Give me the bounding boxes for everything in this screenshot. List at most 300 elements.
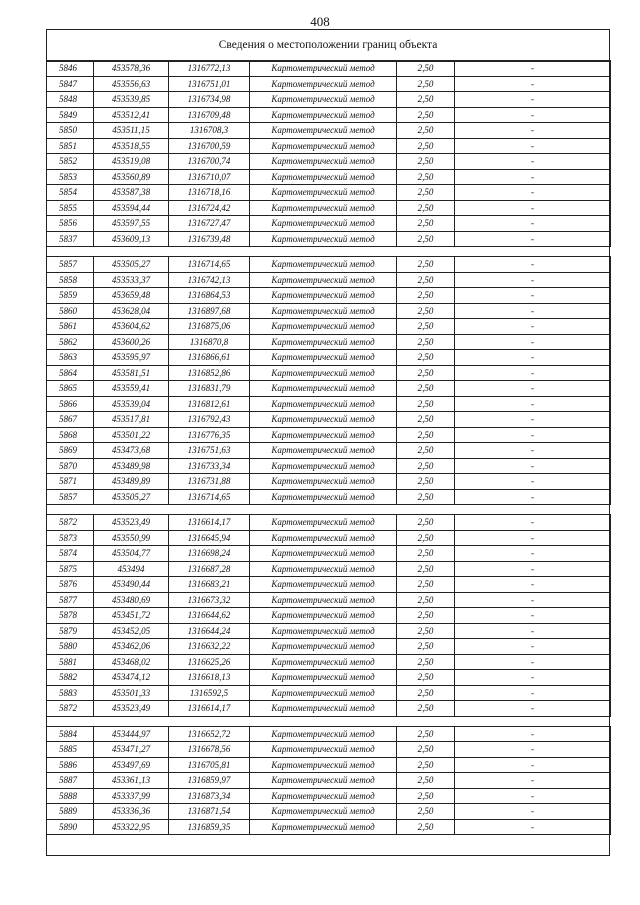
coord-x-cell: 453501,22 — [94, 427, 169, 443]
description-cell: - — [455, 412, 611, 428]
coord-y-cell: 1316708,3 — [169, 123, 250, 139]
description-cell: - — [455, 443, 611, 459]
method-cell: Картометрический метод — [250, 458, 397, 474]
method-cell: Картометрический метод — [250, 577, 397, 593]
point-number-cell: 5872 — [47, 701, 94, 717]
method-cell: Картометрический метод — [250, 257, 397, 273]
precision-cell: 2,50 — [397, 592, 455, 608]
description-cell: - — [455, 76, 611, 92]
precision-cell: 2,50 — [397, 427, 455, 443]
description-cell: - — [455, 685, 611, 701]
coord-y-cell: 1316718,16 — [169, 185, 250, 201]
precision-cell: 2,50 — [397, 685, 455, 701]
description-cell: - — [455, 577, 611, 593]
coord-x-cell: 453581,51 — [94, 365, 169, 381]
coord-y-cell: 1316652,72 — [169, 726, 250, 742]
coord-x-cell: 453523,49 — [94, 701, 169, 717]
method-cell: Картометрический метод — [250, 107, 397, 123]
point-number-cell: 5889 — [47, 804, 94, 820]
coord-x-cell: 453559,41 — [94, 381, 169, 397]
coord-x-cell: 453517,81 — [94, 412, 169, 428]
table-row — [47, 474, 611, 490]
precision-cell: 2,50 — [397, 365, 455, 381]
table-row — [47, 623, 611, 639]
point-number-cell: 5880 — [47, 639, 94, 655]
precision-cell: 2,50 — [397, 412, 455, 428]
point-number-cell: 5873 — [47, 530, 94, 546]
description-cell: - — [455, 365, 611, 381]
coord-x-cell: 453473,68 — [94, 443, 169, 459]
point-number-cell: 5864 — [47, 365, 94, 381]
coord-y-cell: 1316700,74 — [169, 154, 250, 170]
point-number-cell: 5866 — [47, 396, 94, 412]
description-cell: - — [455, 427, 611, 443]
description-cell: - — [455, 773, 611, 789]
table-row — [47, 701, 611, 717]
precision-cell: 2,50 — [397, 154, 455, 170]
method-cell: Картометрический метод — [250, 350, 397, 366]
precision-cell: 2,50 — [397, 231, 455, 247]
point-number-cell: 5850 — [47, 123, 94, 139]
method-cell: Картометрический метод — [250, 670, 397, 686]
table-row — [47, 670, 611, 686]
table-row — [47, 654, 611, 670]
description-cell: - — [455, 592, 611, 608]
coord-y-cell: 1316698,24 — [169, 546, 250, 562]
description-cell: - — [455, 742, 611, 758]
precision-cell: 2,50 — [397, 216, 455, 232]
coord-y-cell: 1316897,68 — [169, 303, 250, 319]
coord-y-cell: 1316831,79 — [169, 381, 250, 397]
point-number-cell: 5856 — [47, 216, 94, 232]
point-number-cell: 5879 — [47, 623, 94, 639]
description-cell: - — [455, 788, 611, 804]
table-row — [47, 608, 611, 624]
table-row — [47, 489, 611, 505]
coord-y-cell: 1316644,24 — [169, 623, 250, 639]
precision-cell: 2,50 — [397, 350, 455, 366]
coord-x-cell: 453361,13 — [94, 773, 169, 789]
coord-y-cell: 1316739,48 — [169, 231, 250, 247]
method-cell: Картометрический метод — [250, 61, 397, 77]
method-cell: Картометрический метод — [250, 412, 397, 428]
table-row — [47, 412, 611, 428]
point-number-cell: 5858 — [47, 272, 94, 288]
method-cell: Картометрический метод — [250, 334, 397, 350]
point-number-cell: 5853 — [47, 169, 94, 185]
coord-x-cell: 453511,15 — [94, 123, 169, 139]
method-cell: Картометрический метод — [250, 757, 397, 773]
coord-x-cell: 453659,48 — [94, 288, 169, 304]
coord-y-cell: 1316709,48 — [169, 107, 250, 123]
method-cell: Картометрический метод — [250, 303, 397, 319]
table-row — [47, 61, 611, 77]
precision-cell: 2,50 — [397, 515, 455, 531]
method-cell: Картометрический метод — [250, 592, 397, 608]
coord-x-cell: 453504,77 — [94, 546, 169, 562]
method-cell: Картометрический метод — [250, 474, 397, 490]
point-number-cell: 5882 — [47, 670, 94, 686]
point-number-cell: 5865 — [47, 381, 94, 397]
table-row — [47, 272, 611, 288]
table-row — [47, 773, 611, 789]
page-number: 408 — [310, 14, 330, 29]
method-cell: Картометрический метод — [250, 489, 397, 505]
table-row — [47, 381, 611, 397]
coord-y-cell: 1316678,56 — [169, 742, 250, 758]
coord-y-cell: 1316871,54 — [169, 804, 250, 820]
table-row — [47, 561, 611, 577]
separator-cell — [47, 505, 611, 515]
method-cell: Картометрический метод — [250, 819, 397, 835]
point-number-cell: 5870 — [47, 458, 94, 474]
description-cell: - — [455, 350, 611, 366]
method-cell: Картометрический метод — [250, 231, 397, 247]
coord-y-cell: 1316852,86 — [169, 365, 250, 381]
coord-y-cell: 1316618,13 — [169, 670, 250, 686]
method-cell: Картометрический метод — [250, 154, 397, 170]
description-cell: - — [455, 107, 611, 123]
coord-y-cell: 1316873,34 — [169, 788, 250, 804]
point-number-cell: 5861 — [47, 319, 94, 335]
method-cell: Картометрический метод — [250, 804, 397, 820]
group-separator — [47, 716, 611, 726]
table-row — [47, 788, 611, 804]
table-row — [47, 138, 611, 154]
coord-y-cell: 1316859,35 — [169, 819, 250, 835]
coord-y-cell: 1316673,32 — [169, 592, 250, 608]
coord-x-cell: 453609,13 — [94, 231, 169, 247]
table-row — [47, 216, 611, 232]
precision-cell: 2,50 — [397, 819, 455, 835]
description-cell: - — [455, 92, 611, 108]
table-row — [47, 319, 611, 335]
separator-cell — [47, 716, 611, 726]
description-cell: - — [455, 216, 611, 232]
coord-y-cell: 1316632,22 — [169, 639, 250, 655]
point-number-cell: 5851 — [47, 138, 94, 154]
precision-cell: 2,50 — [397, 577, 455, 593]
point-number-cell: 5878 — [47, 608, 94, 624]
precision-cell: 2,50 — [397, 288, 455, 304]
coord-x-cell: 453594,44 — [94, 200, 169, 216]
coord-y-cell: 1316687,28 — [169, 561, 250, 577]
description-cell: - — [455, 257, 611, 273]
precision-cell: 2,50 — [397, 458, 455, 474]
coord-x-cell: 453468,02 — [94, 654, 169, 670]
point-number-cell: 5849 — [47, 107, 94, 123]
coord-x-cell: 453578,36 — [94, 61, 169, 77]
method-cell: Картометрический метод — [250, 123, 397, 139]
coord-y-cell: 1316625,26 — [169, 654, 250, 670]
precision-cell: 2,50 — [397, 639, 455, 655]
table-row — [47, 185, 611, 201]
description-cell: - — [455, 334, 611, 350]
coord-y-cell: 1316614,17 — [169, 515, 250, 531]
coord-x-cell: 453337,99 — [94, 788, 169, 804]
description-cell: - — [455, 123, 611, 139]
precision-cell: 2,50 — [397, 61, 455, 77]
method-cell: Картометрический метод — [250, 272, 397, 288]
coord-x-cell: 453501,33 — [94, 685, 169, 701]
point-number-cell: 5848 — [47, 92, 94, 108]
table-row — [47, 257, 611, 273]
precision-cell: 2,50 — [397, 804, 455, 820]
table-title: Сведения о местоположении границ объекта — [47, 30, 609, 62]
table-row — [47, 365, 611, 381]
coord-y-cell: 1316727,47 — [169, 216, 250, 232]
method-cell: Картометрический метод — [250, 788, 397, 804]
description-cell: - — [455, 608, 611, 624]
precision-cell: 2,50 — [397, 107, 455, 123]
coord-y-cell: 1316772,13 — [169, 61, 250, 77]
precision-cell: 2,50 — [397, 608, 455, 624]
table-row — [47, 757, 611, 773]
method-cell: Картометрический метод — [250, 396, 397, 412]
table-row — [47, 154, 611, 170]
coord-x-cell: 453539,85 — [94, 92, 169, 108]
precision-cell: 2,50 — [397, 169, 455, 185]
description-cell: - — [455, 303, 611, 319]
coord-x-cell: 453462,06 — [94, 639, 169, 655]
precision-cell: 2,50 — [397, 530, 455, 546]
coord-x-cell: 453489,89 — [94, 474, 169, 490]
description-cell: - — [455, 757, 611, 773]
coord-y-cell: 1316714,65 — [169, 489, 250, 505]
coord-y-cell: 1316875,06 — [169, 319, 250, 335]
precision-cell: 2,50 — [397, 200, 455, 216]
coordinates-table — [46, 60, 611, 835]
point-number-cell: 5852 — [47, 154, 94, 170]
point-number-cell: 5854 — [47, 185, 94, 201]
coord-x-cell: 453518,55 — [94, 138, 169, 154]
table-row — [47, 169, 611, 185]
point-number-cell: 5885 — [47, 742, 94, 758]
table-row — [47, 443, 611, 459]
point-number-cell: 5887 — [47, 773, 94, 789]
description-cell: - — [455, 138, 611, 154]
point-number-cell: 5862 — [47, 334, 94, 350]
description-cell: - — [455, 474, 611, 490]
precision-cell: 2,50 — [397, 303, 455, 319]
description-cell: - — [455, 200, 611, 216]
description-cell: - — [455, 819, 611, 835]
description-cell: - — [455, 654, 611, 670]
table-row — [47, 76, 611, 92]
method-cell: Картометрический метод — [250, 319, 397, 335]
method-cell: Картометрический метод — [250, 76, 397, 92]
precision-cell: 2,50 — [397, 757, 455, 773]
group-separator — [47, 505, 611, 515]
coord-x-cell: 453597,55 — [94, 216, 169, 232]
precision-cell: 2,50 — [397, 381, 455, 397]
coord-x-cell: 453560,89 — [94, 169, 169, 185]
table-row — [47, 396, 611, 412]
method-cell: Картометрический метод — [250, 608, 397, 624]
precision-cell: 2,50 — [397, 396, 455, 412]
coord-y-cell: 1316645,94 — [169, 530, 250, 546]
description-cell: - — [455, 272, 611, 288]
description-cell: - — [455, 701, 611, 717]
point-number-cell: 5863 — [47, 350, 94, 366]
coord-y-cell: 1316700,59 — [169, 138, 250, 154]
precision-cell: 2,50 — [397, 701, 455, 717]
point-number-cell: 5857 — [47, 489, 94, 505]
precision-cell: 2,50 — [397, 319, 455, 335]
table-row — [47, 334, 611, 350]
coord-x-cell: 453489,98 — [94, 458, 169, 474]
coord-y-cell: 1316776,35 — [169, 427, 250, 443]
coord-x-cell: 453600,26 — [94, 334, 169, 350]
coord-y-cell: 1316859,97 — [169, 773, 250, 789]
point-number-cell: 5867 — [47, 412, 94, 428]
precision-cell: 2,50 — [397, 726, 455, 742]
method-cell: Картометрический метод — [250, 443, 397, 459]
coord-x-cell: 453474,12 — [94, 670, 169, 686]
precision-cell: 2,50 — [397, 489, 455, 505]
method-cell: Картометрический метод — [250, 515, 397, 531]
precision-cell: 2,50 — [397, 92, 455, 108]
coord-x-cell: 453533,37 — [94, 272, 169, 288]
precision-cell: 2,50 — [397, 443, 455, 459]
point-number-cell: 5837 — [47, 231, 94, 247]
group-separator — [47, 247, 611, 257]
description-cell: - — [455, 623, 611, 639]
description-cell: - — [455, 546, 611, 562]
point-number-cell: 5876 — [47, 577, 94, 593]
point-number-cell: 5881 — [47, 654, 94, 670]
coord-x-cell: 453444,97 — [94, 726, 169, 742]
coord-x-cell: 453550,99 — [94, 530, 169, 546]
description-cell: - — [455, 396, 611, 412]
method-cell: Картометрический метод — [250, 546, 397, 562]
description-cell: - — [455, 169, 611, 185]
coord-y-cell: 1316714,65 — [169, 257, 250, 273]
point-number-cell: 5888 — [47, 788, 94, 804]
table-row — [47, 123, 611, 139]
precision-cell: 2,50 — [397, 76, 455, 92]
description-cell: - — [455, 670, 611, 686]
coord-x-cell: 453452,05 — [94, 623, 169, 639]
coord-y-cell: 1316866,61 — [169, 350, 250, 366]
point-number-cell: 5847 — [47, 76, 94, 92]
point-number-cell: 5846 — [47, 61, 94, 77]
coord-x-cell: 453471,27 — [94, 742, 169, 758]
point-number-cell: 5875 — [47, 561, 94, 577]
coord-x-cell: 453587,38 — [94, 185, 169, 201]
table-row — [47, 819, 611, 835]
coord-y-cell: 1316870,8 — [169, 334, 250, 350]
description-cell: - — [455, 458, 611, 474]
point-number-cell: 5874 — [47, 546, 94, 562]
separator-cell — [47, 247, 611, 257]
coord-y-cell: 1316724,42 — [169, 200, 250, 216]
point-number-cell: 5857 — [47, 257, 94, 273]
point-number-cell: 5872 — [47, 515, 94, 531]
table-row — [47, 639, 611, 655]
method-cell: Картометрический метод — [250, 138, 397, 154]
precision-cell: 2,50 — [397, 788, 455, 804]
precision-cell: 2,50 — [397, 742, 455, 758]
description-cell: - — [455, 381, 611, 397]
precision-cell: 2,50 — [397, 185, 455, 201]
coord-x-cell: 453523,49 — [94, 515, 169, 531]
table-row — [47, 515, 611, 531]
method-cell: Картометрический метод — [250, 639, 397, 655]
precision-cell: 2,50 — [397, 623, 455, 639]
coord-y-cell: 1316731,88 — [169, 474, 250, 490]
coord-y-cell: 1316742,13 — [169, 272, 250, 288]
table-row — [47, 427, 611, 443]
method-cell: Картометрический метод — [250, 726, 397, 742]
point-number-cell: 5883 — [47, 685, 94, 701]
method-cell: Картометрический метод — [250, 623, 397, 639]
description-cell: - — [455, 489, 611, 505]
description-cell: - — [455, 726, 611, 742]
point-number-cell: 5886 — [47, 757, 94, 773]
point-number-cell: 5868 — [47, 427, 94, 443]
coord-x-cell: 453505,27 — [94, 489, 169, 505]
coord-y-cell: 1316812,61 — [169, 396, 250, 412]
coord-y-cell: 1316644,62 — [169, 608, 250, 624]
coord-x-cell: 453505,27 — [94, 257, 169, 273]
precision-cell: 2,50 — [397, 138, 455, 154]
coord-y-cell: 1316705,81 — [169, 757, 250, 773]
point-number-cell: 5869 — [47, 443, 94, 459]
method-cell: Картометрический метод — [250, 200, 397, 216]
point-number-cell: 5871 — [47, 474, 94, 490]
coord-x-cell: 453519,08 — [94, 154, 169, 170]
point-number-cell: 5859 — [47, 288, 94, 304]
description-cell: - — [455, 804, 611, 820]
table-row — [47, 804, 611, 820]
precision-cell: 2,50 — [397, 546, 455, 562]
table-row — [47, 577, 611, 593]
table-row — [47, 200, 611, 216]
coord-y-cell: 1316733,34 — [169, 458, 250, 474]
table-row — [47, 726, 611, 742]
table-row — [47, 685, 611, 701]
coord-x-cell: 453512,41 — [94, 107, 169, 123]
coord-x-cell: 453494 — [94, 561, 169, 577]
coord-y-cell: 1316751,01 — [169, 76, 250, 92]
description-cell: - — [455, 561, 611, 577]
coord-y-cell: 1316683,21 — [169, 577, 250, 593]
table-row — [47, 288, 611, 304]
coord-y-cell: 1316592,5 — [169, 685, 250, 701]
coord-x-cell: 453595,97 — [94, 350, 169, 366]
method-cell: Картометрический метод — [250, 185, 397, 201]
method-cell: Картометрический метод — [250, 92, 397, 108]
coord-x-cell: 453336,36 — [94, 804, 169, 820]
description-cell: - — [455, 319, 611, 335]
method-cell: Картометрический метод — [250, 685, 397, 701]
coord-y-cell: 1316734,98 — [169, 92, 250, 108]
point-number-cell: 5890 — [47, 819, 94, 835]
coord-x-cell: 453490,44 — [94, 577, 169, 593]
point-number-cell: 5877 — [47, 592, 94, 608]
coord-y-cell: 1316751,63 — [169, 443, 250, 459]
method-cell: Картометрический метод — [250, 381, 397, 397]
table-row — [47, 592, 611, 608]
description-cell: - — [455, 61, 611, 77]
coord-x-cell: 453480,69 — [94, 592, 169, 608]
method-cell: Картометрический метод — [250, 654, 397, 670]
table-row — [47, 530, 611, 546]
coord-y-cell: 1316864,53 — [169, 288, 250, 304]
method-cell: Картометрический метод — [250, 530, 397, 546]
table-row — [47, 458, 611, 474]
